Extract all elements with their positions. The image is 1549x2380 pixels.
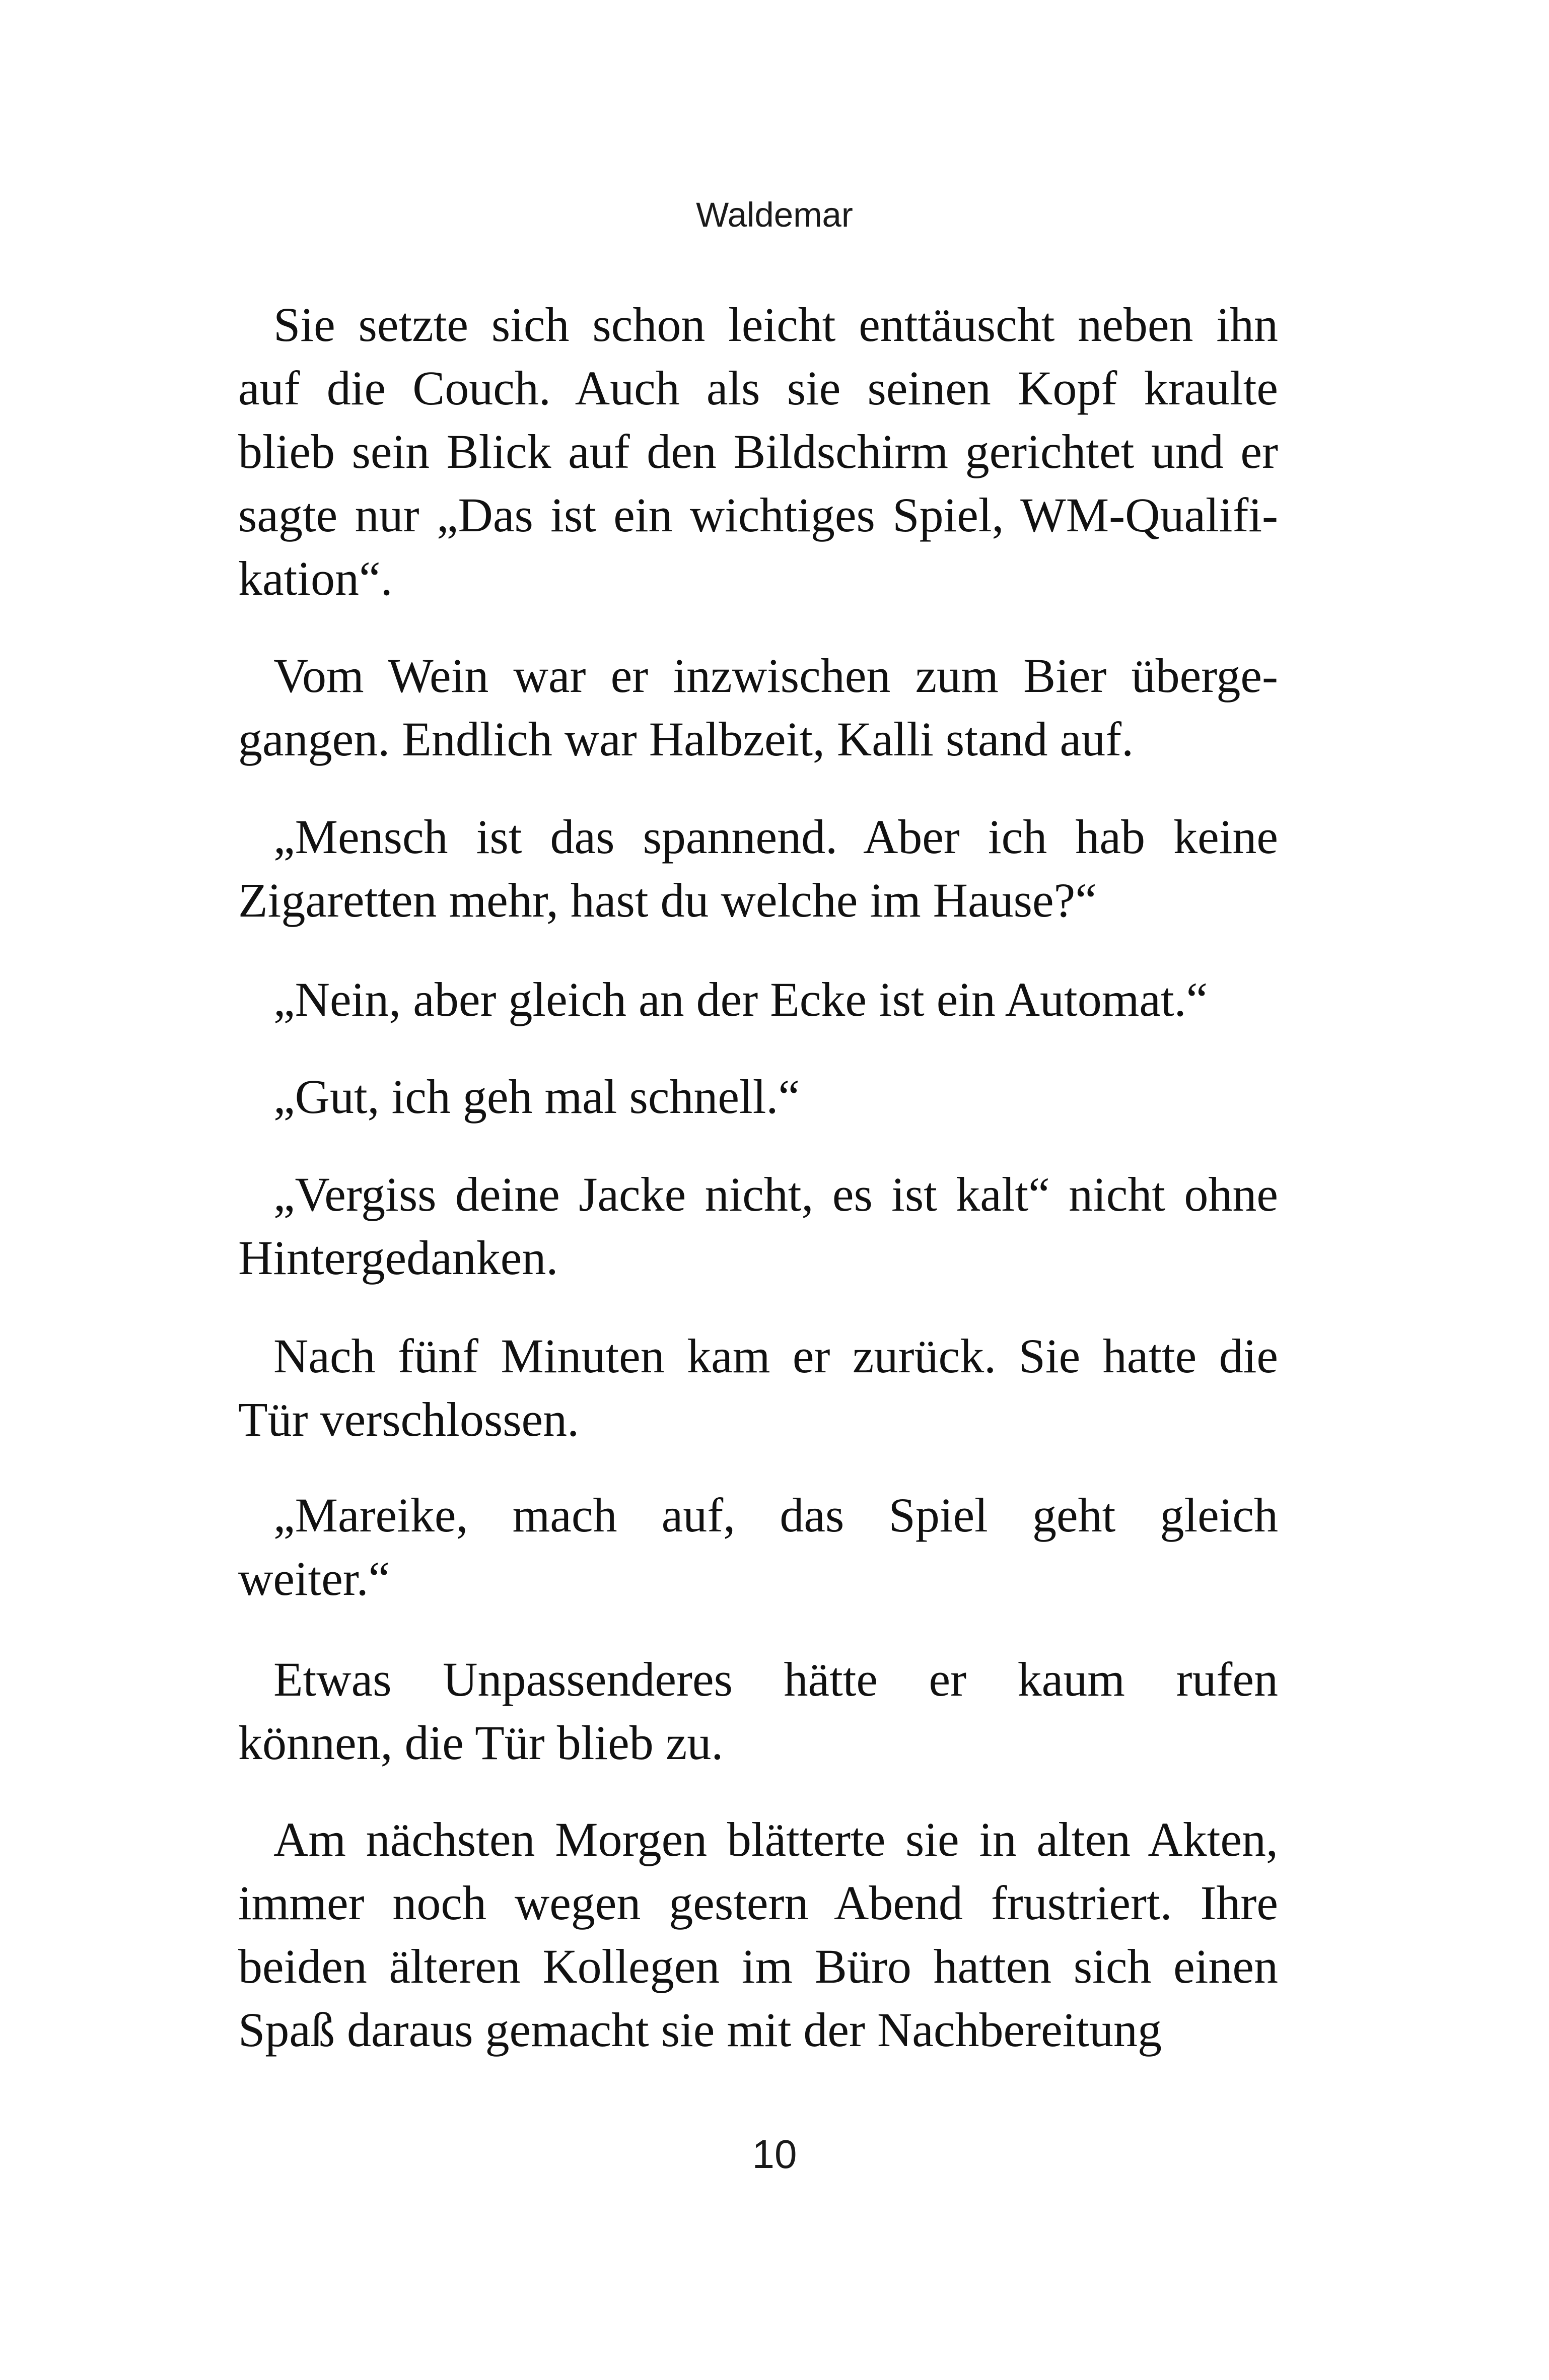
text-line: Nach fünf Minuten kam er zurück. Sie hatte die — [273, 1329, 1278, 1383]
text-line: kation“. — [238, 551, 393, 605]
page-number: 10 — [752, 2132, 797, 2177]
text-line: Am nächsten Morgen blätterte sie in alten Akten, — [273, 1812, 1278, 1866]
text-line: gangen. Endlich war Halbzeit, Kalli stand auf. — [238, 712, 1134, 766]
text-line: Etwas Unpassenderes hätte er kaum rufen — [273, 1652, 1278, 1706]
text-line: Hintergedanken. — [238, 1231, 558, 1285]
text-line: Vom Wein war er inzwischen zum Bier überge- — [273, 649, 1278, 703]
text-line: „Vergiss deine Jacke nicht, es ist kalt“ nicht ohne — [273, 1167, 1278, 1221]
text-line: „Gut, ich geh mal schnell.“ — [273, 1070, 800, 1124]
running-title: Waldemar — [696, 195, 853, 234]
text-line: „Mareike, mach auf, das Spiel geht gleich — [273, 1488, 1278, 1542]
text-line: Spaß daraus gemacht sie mit der Nachbereitung — [238, 2003, 1162, 2057]
text-line: können, die Tür blieb zu. — [238, 1716, 724, 1770]
text-line: Tür verschlossen. — [238, 1392, 580, 1446]
body-text — [238, 0, 1278, 2380]
text-line: immer noch wegen gestern Abend frustriert. Ihre — [238, 1876, 1278, 1930]
text-line: weiter.“ — [238, 1552, 390, 1605]
text-line: beiden älteren Kollegen im Büro hatten sich einen — [238, 1939, 1278, 1993]
text-line: sagte nur „Das ist ein wichtiges Spiel, WM-Qualifi- — [238, 488, 1278, 542]
text-line: „Mensch ist das spannend. Aber ich hab keine — [273, 810, 1278, 864]
text-line: „Nein, aber gleich an der Ecke ist ein Automat.“ — [273, 972, 1208, 1026]
text-line: Zigaretten mehr, hast du welche im Hause?“ — [238, 873, 1097, 927]
text-line: Sie setzte sich schon leicht enttäuscht neben ihn — [273, 298, 1278, 352]
text-line: auf die Couch. Auch als sie seinen Kopf kraulte — [238, 361, 1278, 415]
text-line: blieb sein Blick auf den Bildschirm gerichtet und er — [238, 425, 1278, 478]
